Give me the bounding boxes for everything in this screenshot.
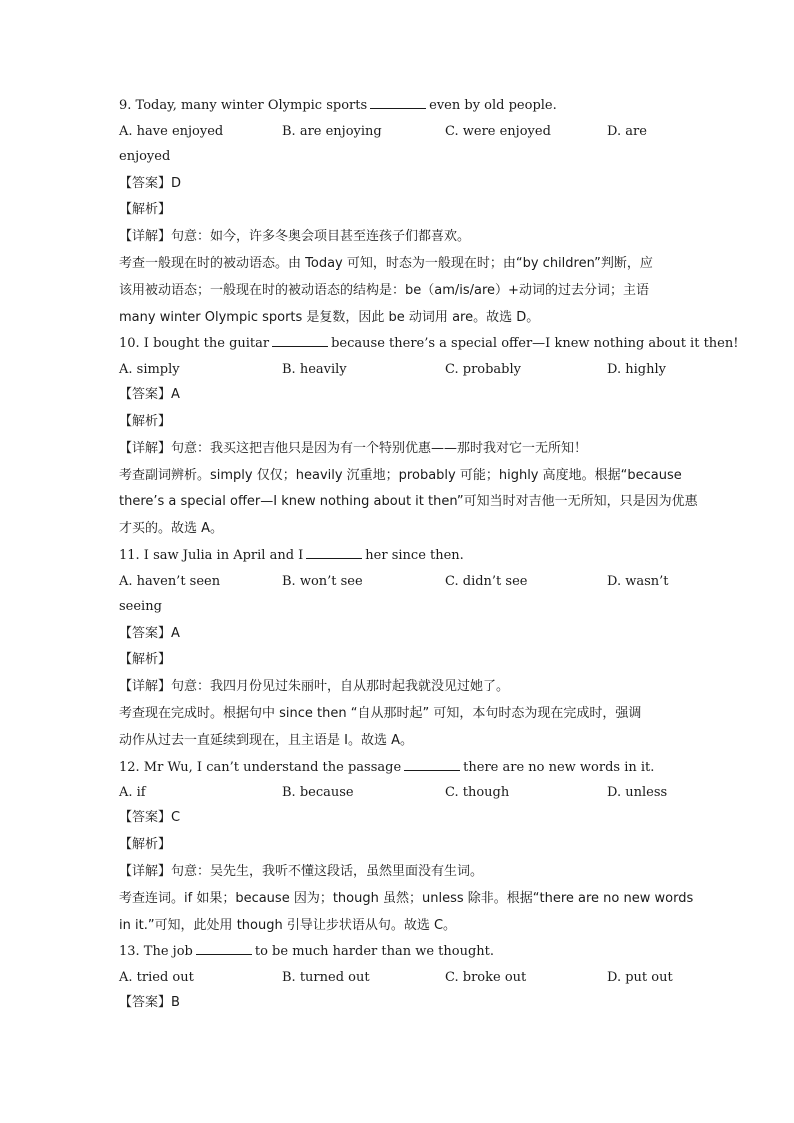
option-d: D. are bbox=[607, 123, 647, 139]
option-d: D. put out bbox=[607, 970, 673, 986]
analysis-heading: 【解析】 bbox=[119, 413, 172, 429]
detail-line: 【详解】句意：吴先生，我听不懂这段话，虽然里面没有生词。 bbox=[119, 863, 484, 879]
detail-line: 【详解】句意：我四月份见过朱丽叶，自从那时起我就没见过她了。 bbox=[119, 679, 510, 695]
explanation-line: 考查副词辨析。simply 仅仅；heavily 沉重地；probably 可能；highly 高度地。根据“because bbox=[119, 467, 682, 483]
answer-line: 【答案】A bbox=[119, 387, 180, 403]
option-b: B. turned out bbox=[282, 970, 370, 986]
option-wrap: enjoyed bbox=[119, 148, 171, 164]
option-c: C. broke out bbox=[445, 970, 527, 986]
answer-blank bbox=[196, 944, 252, 955]
answer-blank bbox=[306, 548, 362, 559]
analysis-heading: 【解析】 bbox=[119, 202, 172, 218]
options-row bbox=[119, 358, 679, 382]
option-c: C. were enjoyed bbox=[445, 123, 551, 139]
option-d: D. highly bbox=[607, 362, 666, 378]
option-c: C. didn’t see bbox=[445, 573, 528, 589]
explanation-line: many winter Olympic sports 是复数，因此 be 动词用 are。故选 D。 bbox=[119, 309, 540, 325]
option-a: A. if bbox=[119, 785, 146, 801]
options-row bbox=[119, 570, 679, 594]
option-a: A. simply bbox=[119, 362, 180, 378]
question-stem: 13. The job to be much harder than we thought. bbox=[119, 944, 495, 960]
answer-line: 【答案】B bbox=[119, 995, 180, 1011]
answer-blank bbox=[370, 98, 426, 109]
explanation-line: 才买的。故选 A。 bbox=[119, 521, 224, 537]
question-stem: 10. I bought the guitar because there’s a special offer—I knew nothing about it then! bbox=[119, 336, 739, 352]
option-b: B. because bbox=[282, 785, 354, 801]
answer-line: 【答案】A bbox=[119, 625, 180, 641]
answer-blank bbox=[404, 760, 460, 771]
option-b: B. are enjoying bbox=[282, 123, 382, 139]
question-stem: 9. Today, many winter Olympic sports even by old people. bbox=[119, 98, 557, 113]
answer-line: 【答案】C bbox=[119, 810, 181, 826]
answer-blank bbox=[272, 336, 328, 347]
option-a: A. tried out bbox=[119, 970, 194, 986]
option-d: D. unless bbox=[607, 785, 668, 801]
options-row bbox=[119, 966, 679, 990]
explanation-line: 考查现在完成时。根据句中 since then “自从那时起” 可知，本句时态为现在完成时，强调 bbox=[119, 705, 642, 721]
option-wrap: seeing bbox=[119, 598, 162, 614]
analysis-heading: 【解析】 bbox=[119, 837, 172, 853]
option-c: C. though bbox=[445, 785, 510, 801]
option-b: B. heavily bbox=[282, 362, 347, 378]
detail-line: 【详解】句意：我买这把吉他只是因为有一个特别优惠——那时我对它一无所知！ bbox=[119, 440, 588, 456]
explanation-line: there’s a special offer—I knew nothing about it then”可知当时对吉他一无所知，只是因为优惠 bbox=[119, 494, 698, 510]
question-stem: 12. Mr Wu, I can’t understand the passage there are no new words in it. bbox=[119, 759, 655, 775]
question-stem: 11. I saw Julia in April and I her since then. bbox=[119, 547, 464, 563]
explanation-line: in it.”可知，此处用 though 引导让步状语从句。故选 C。 bbox=[119, 917, 457, 933]
explanation-line: 动作从过去一直延续到现在，且主语是 I。故选 A。 bbox=[119, 732, 413, 748]
option-d: D. wasn’t bbox=[607, 573, 669, 589]
detail-line: 【详解】句意：如今，许多冬奥会项目甚至连孩子们都喜欢。 bbox=[119, 229, 471, 245]
document-page bbox=[119, 93, 739, 1017]
options-row bbox=[119, 120, 679, 144]
option-c: C. probably bbox=[445, 362, 522, 378]
explanation-line: 该用被动语态；一般现在时的被动语态的结构是：be（am/is/are）+动词的过去分词；主语 bbox=[119, 282, 649, 298]
option-a: A. haven’t seen bbox=[119, 573, 221, 589]
option-b: B. won’t see bbox=[282, 573, 363, 589]
option-a: A. have enjoyed bbox=[119, 123, 224, 139]
analysis-heading: 【解析】 bbox=[119, 652, 172, 668]
explanation-line: 考查一般现在时的被动语态。由 Today 可知，时态为一般现在时；由“by children”判断，应 bbox=[119, 255, 653, 271]
answer-line: 【答案】D bbox=[119, 175, 182, 191]
options-row bbox=[119, 781, 679, 805]
explanation-line: 考查连词。if 如果；because 因为；though 虽然；unless 除非。根据“there are no new words bbox=[119, 890, 694, 906]
